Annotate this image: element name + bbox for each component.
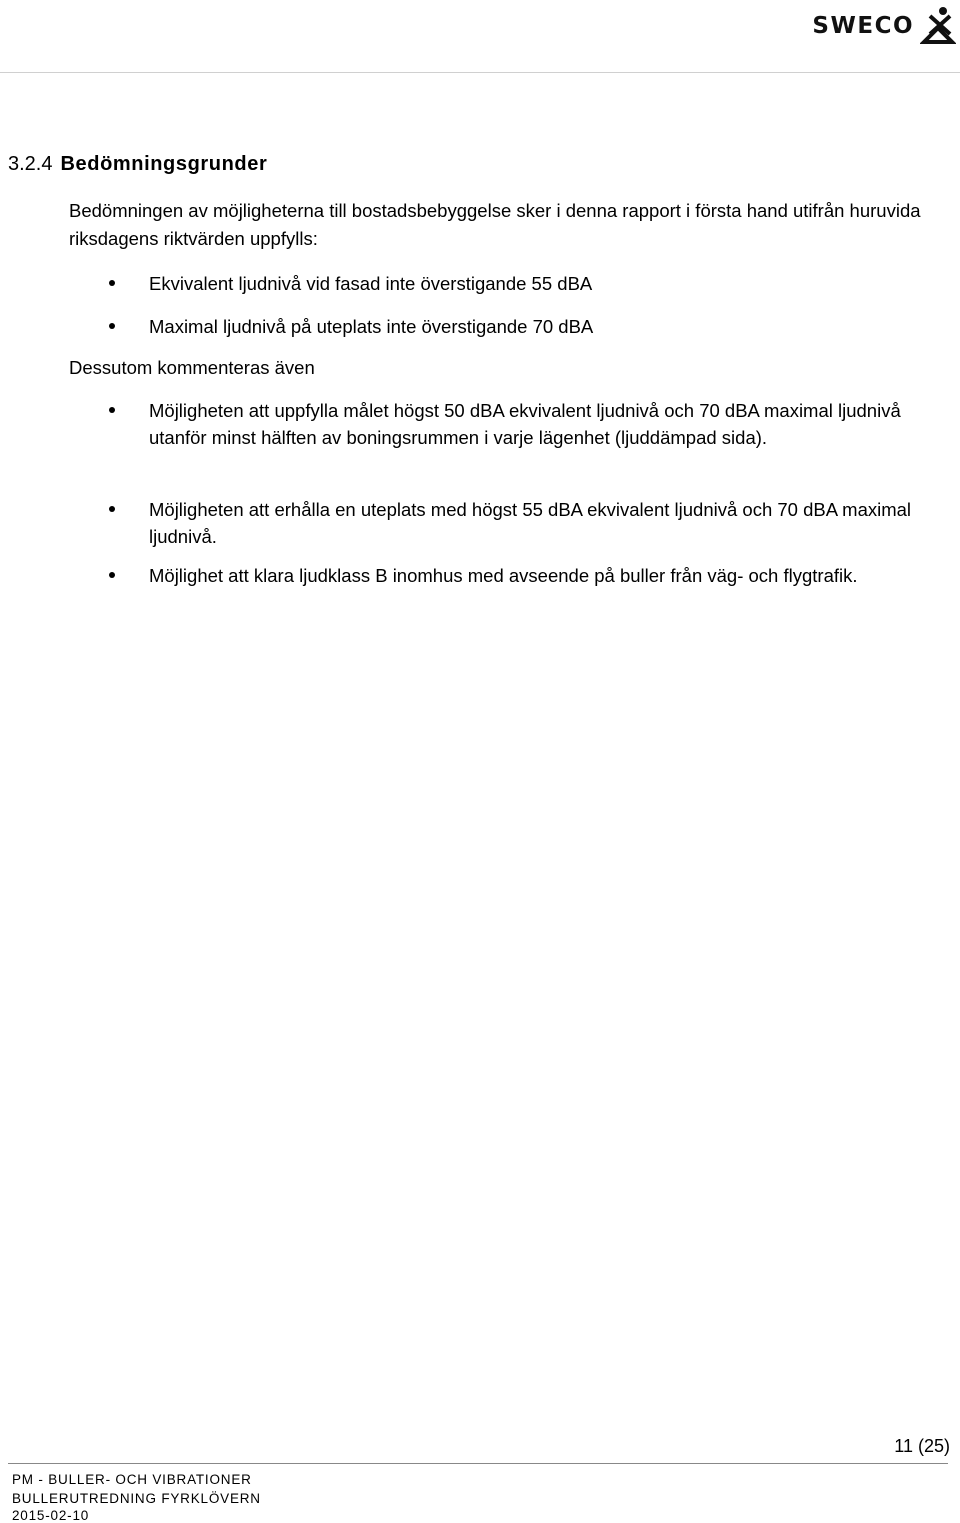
header-rule (0, 72, 960, 73)
section-title: Bedömningsgrunder (60, 153, 268, 175)
bullet-icon (109, 280, 115, 286)
section-heading (8, 153, 267, 176)
sweco-logo (812, 6, 956, 46)
list-item-text: Möjligheten att erhålla en uteplats med högst 55 dBA ekvivalent ljudnivå och 70 dBA maximal ljudnivå. (149, 499, 912, 547)
footer-document-title: BULLERUTREDNING FYRKLÖVERN (12, 1491, 261, 1506)
bullet-icon (109, 407, 115, 413)
bullet-icon (109, 323, 115, 329)
sweco-mark-icon (920, 6, 956, 46)
page-number: 11 (25) (894, 1436, 950, 1456)
list-item-text: Maximal ljudnivå på uteplats inte överstigande 70 dBA (149, 316, 594, 337)
bullet-icon (109, 572, 115, 578)
logo-text: SWECO (812, 13, 914, 39)
footer-date: 2015-02-10 (12, 1508, 90, 1523)
list-item-text: Möjlighet att klara ljudklass B inomhus med avseende på buller från väg- och flygtrafik. (149, 565, 858, 586)
bullet-icon (109, 506, 115, 512)
intro-paragraph: Bedömningen av möjligheterna till bostadsbebyggelse sker i denna rapport i första hand utifrån huruvida riksdagens riktvärden uppfylls: (69, 200, 921, 249)
footer-rule (8, 1463, 948, 1464)
footer-document-type: PM - BULLER- OCH VIBRATIONER (12, 1472, 252, 1487)
list-item-text: Ekvivalent ljudnivå vid fasad inte överstigande 55 dBA (149, 273, 593, 294)
list-item-text: Möjligheten att uppfylla målet högst 50 dBA ekvivalent ljudnivå och 70 dBA maximal ljudnivå utanför minst hälften av boningsrummen i varje lägenhet (ljuddämpad sida). (149, 400, 901, 448)
middle-paragraph: Dessutom kommenteras även (69, 357, 315, 378)
section-number: 3.2.4 (8, 153, 53, 175)
